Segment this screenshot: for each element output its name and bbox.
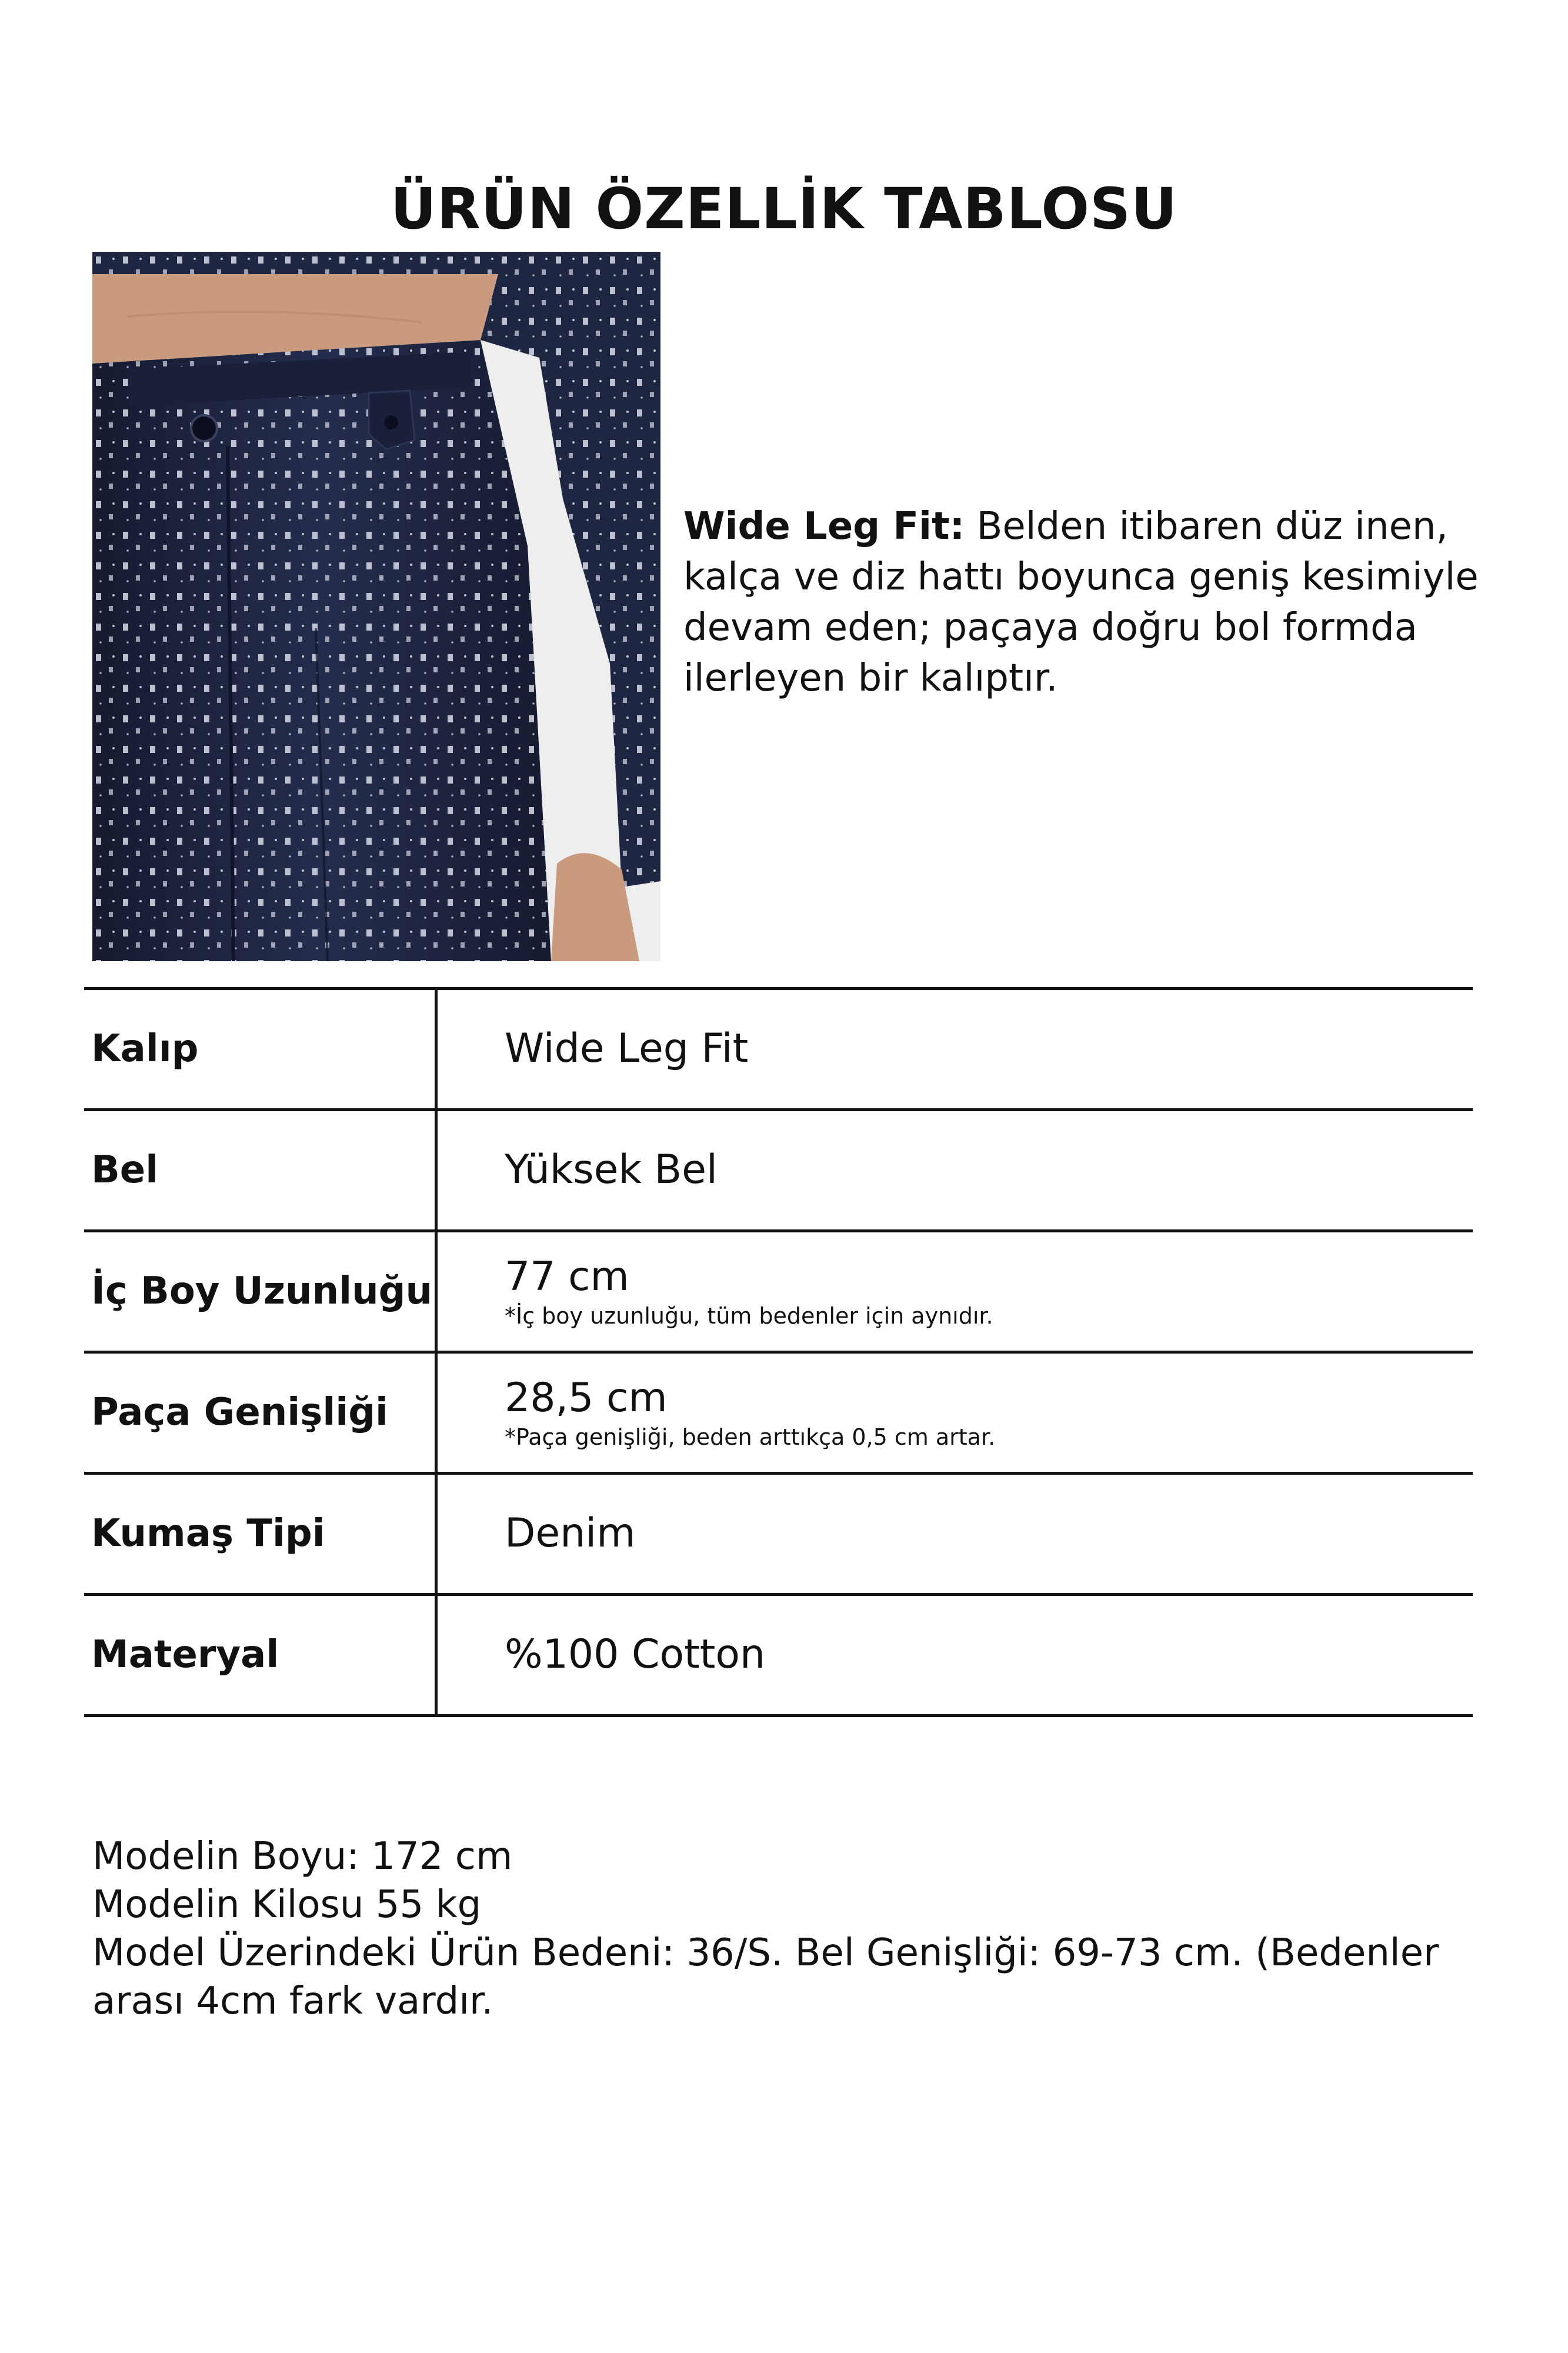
spec-label: Kumaş Tipi (91, 1512, 325, 1555)
spec-row-kumas (84, 1475, 1473, 1596)
spec-row-ic-boy (84, 1232, 1473, 1354)
spec-table (84, 987, 1473, 1717)
spec-note: *İç boy uzunluğu, tüm bedenler için aynıdır. (505, 1303, 993, 1329)
spec-label: Materyal (91, 1633, 279, 1677)
spec-note: *Paça genişliği, beden arttıkça 0,5 cm artar. (505, 1424, 996, 1450)
spec-label: İç Boy Uzunluğu (91, 1269, 432, 1313)
model-weight: Modelin Kilosu 55 kg (92, 1883, 482, 1927)
model-size: Model Üzerindeki Ürün Bedeni: 36/S. Bel Genişliği: 69-73 cm. (Bedenler arası 4cm fark vardır. (92, 1931, 1439, 2023)
fit-description (683, 501, 1542, 704)
spec-value-cell (505, 1354, 995, 1471)
spec-column-divider (435, 1596, 438, 1714)
spec-column-divider (435, 1232, 438, 1351)
spec-value-cell (505, 1232, 993, 1350)
spec-label: Kalıp (91, 1027, 199, 1071)
spec-row-materyal (84, 1596, 1473, 1717)
page-title: ÜRÜN ÖZELLİK TABLOSU (390, 176, 1178, 242)
spec-column-divider (435, 990, 438, 1108)
spec-value: %100 Cotton (505, 1631, 766, 1678)
spec-value-cell (505, 1111, 718, 1229)
spec-column-divider (435, 1354, 438, 1472)
spec-value: Wide Leg Fit (505, 1025, 749, 1072)
spec-value-cell (505, 1596, 765, 1714)
fit-description-text: Belden itibaren düz inen, kalça ve diz hattı boyunca geniş kesimiyle devam eden; paçaya doğru bol formda ilerleyen bir kalıptır. (683, 505, 1479, 700)
spec-row-bel (84, 1111, 1473, 1232)
spec-value: 28,5 cm (505, 1375, 668, 1421)
spec-row-kalip (84, 990, 1473, 1111)
spec-value: Denim (505, 1510, 636, 1557)
fit-term: Wide Leg Fit: (683, 505, 965, 548)
spec-label: Paça Genişliği (91, 1391, 388, 1434)
spec-column-divider (435, 1475, 438, 1593)
model-height: Modelin Boyu: 172 cm (92, 1835, 513, 1878)
spec-column-divider (435, 1111, 438, 1229)
product-photo (92, 252, 660, 961)
spec-row-paca (84, 1354, 1473, 1475)
spec-label: Bel (91, 1148, 159, 1192)
spec-value-cell (505, 1475, 635, 1592)
spec-value: Yüksek Bel (505, 1146, 718, 1193)
spec-value: 77 cm (505, 1254, 629, 1300)
model-info (92, 1832, 1504, 2025)
spec-value-cell (505, 990, 748, 1108)
